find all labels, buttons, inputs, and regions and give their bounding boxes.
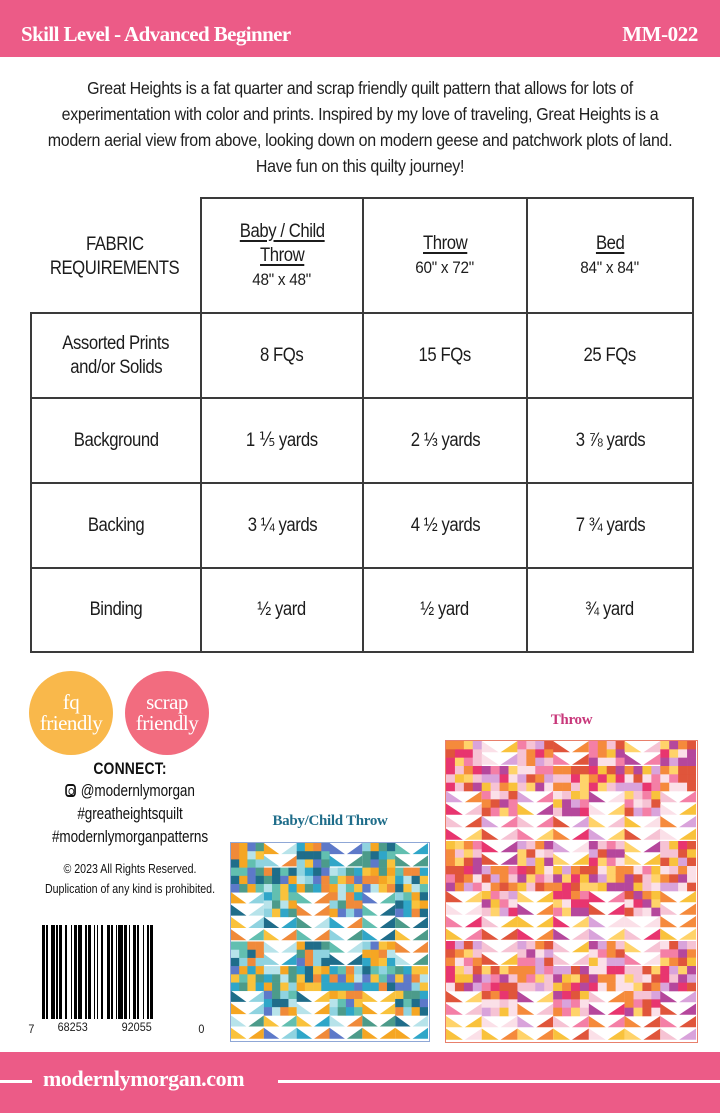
table-corner-label	[30, 197, 200, 312]
cell-value: ½ yard	[257, 599, 307, 620]
badge-text: friendly	[39, 711, 103, 735]
barcode-digit-group: 92055	[121, 1020, 152, 1034]
table-cell	[364, 399, 526, 482]
copyright	[37, 859, 224, 899]
instagram-handle[interactable]: @modernlymorgan	[80, 782, 195, 800]
row-label-assorted-prints	[32, 314, 200, 397]
cell-value: 3 ¼ yards	[247, 514, 317, 536]
column-size: 84" x 84"	[580, 257, 640, 277]
cell-value: ½ yard	[420, 599, 470, 620]
cell-value: 4 ½ yards	[410, 514, 480, 536]
cell-value: 1 ⅕ yards	[246, 429, 318, 451]
table-cell	[364, 569, 526, 651]
corner-label-line2: REQUIREMENTS	[50, 257, 180, 279]
cell-value: 3 ⅞ yards	[575, 429, 645, 451]
quilt-pattern	[231, 843, 428, 1040]
footer-rule	[278, 1080, 720, 1083]
barcode-digit-group: 68253	[57, 1020, 88, 1034]
footer-rule	[0, 1080, 32, 1083]
throw-quilt-title: Throw	[550, 712, 593, 728]
badge-text: friendly	[135, 711, 199, 735]
upc-barcode	[28, 925, 208, 1035]
table-cell	[202, 314, 362, 397]
baby-quilt-preview	[230, 842, 430, 1042]
column-name: Baby / Child	[239, 220, 325, 242]
table-border-right	[692, 197, 694, 653]
column-name: Bed	[595, 232, 625, 254]
cell-value: 15 FQs	[418, 344, 472, 366]
hashtag: #greatheightsquilt	[77, 805, 183, 823]
cell-value: 2 ⅓ yards	[410, 429, 480, 451]
website-link[interactable]: modernlymorgan.com	[43, 1066, 245, 1091]
barcode-bar	[153, 925, 154, 1019]
column-name: Throw	[422, 232, 468, 254]
row-label: Background	[73, 429, 159, 451]
barcode-digit: 0	[198, 1022, 205, 1036]
badge-text: scrap	[146, 690, 188, 714]
column-header-baby	[202, 199, 362, 312]
column-name: Throw	[259, 244, 305, 266]
baby-quilt-title: Baby/Child Throw	[272, 813, 388, 829]
column-size: 60" x 72"	[415, 257, 475, 277]
table-cell	[202, 569, 362, 651]
quilt-pattern	[446, 741, 696, 1041]
column-header-throw	[364, 199, 526, 312]
row-label-background	[32, 399, 200, 482]
row-label: Backing	[87, 514, 145, 536]
cell-value: ¾ yard	[585, 599, 635, 620]
row-label: Binding	[89, 599, 143, 620]
throw-quilt-preview	[445, 740, 698, 1043]
table-cell	[528, 314, 692, 397]
pattern-code: MM-022	[622, 22, 698, 46]
barcode-digits	[28, 1019, 208, 1035]
scrap-friendly-badge	[125, 671, 209, 755]
row-label-binding	[32, 569, 200, 651]
cell-value: 8 FQs	[260, 344, 304, 366]
table-cell	[528, 484, 692, 567]
barcode-digit: 7	[28, 1022, 35, 1036]
table-cell	[528, 399, 692, 482]
table-cell	[202, 399, 362, 482]
barcode-bars	[42, 925, 192, 1019]
corner-label-line1: FABRIC	[86, 233, 144, 255]
cell-value: 25 FQs	[583, 344, 637, 366]
instagram-icon	[65, 784, 76, 797]
table-cell	[202, 484, 362, 567]
header-bar	[0, 0, 720, 57]
connect-heading: CONNECT:	[93, 759, 167, 778]
row-label: Assorted Prints	[62, 332, 170, 354]
badge-text: fq	[62, 690, 80, 714]
copyright-line: © 2023 All Rights Reserved.	[63, 862, 197, 876]
duplication-notice: Duplication of any kind is prohibited.	[44, 882, 216, 896]
footer-bar	[0, 1052, 720, 1113]
cell-value: 7 ¾ yards	[575, 514, 645, 536]
instagram-handle-line	[40, 780, 220, 803]
row-label: and/or Solids	[70, 356, 162, 378]
column-size: 48" x 48"	[252, 269, 312, 289]
pattern-description: Great Heights is a fat quarter and scrap friendly quilt pattern that allows for lots of experimentation with color and prints. Inspired by my love of traveling, Great Heights is a modern aerial view from above, looking down on modern geese and patchwork plots of land. Have fun on this quilty journey!	[47, 78, 673, 176]
row-label-backing	[32, 484, 200, 567]
connect-section	[20, 758, 240, 899]
skill-level: Skill Level - Advanced Beginner	[21, 22, 291, 46]
table-cell	[364, 314, 526, 397]
table-cell	[364, 484, 526, 567]
column-header-bed	[528, 199, 692, 312]
table-cell	[528, 569, 692, 651]
fq-friendly-badge	[29, 671, 113, 755]
hashtag: #modernlymorganpatterns	[51, 828, 209, 846]
